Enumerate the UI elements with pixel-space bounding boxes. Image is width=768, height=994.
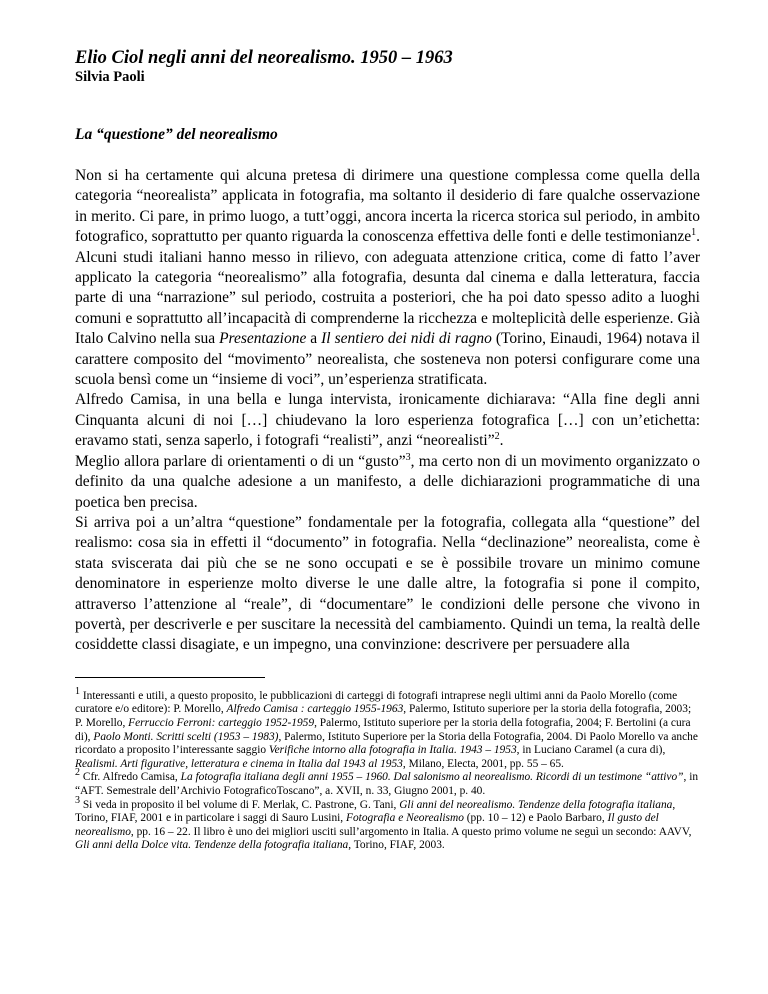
body-text xyxy=(75,166,700,656)
text-run: Si veda in proposito il bel volume di F. Merlak, C. Pastrone, G. Tani, xyxy=(80,798,400,811)
footnote-ref[interactable]: 2 xyxy=(494,431,500,443)
section-heading: La “questione” del neorealismo xyxy=(75,126,278,143)
text-run: , ma certo non di un movimento organizzato o definito da una qualche adesione a un manifesto, a delle dichiarazioni programmatiche di una poetica ben precisa. xyxy=(75,452,700,511)
text-run: , pp. 16 – 22. Il libro è uno dei migliori usciti sull’argomento in Italia. A questo primo volume ne seguì un secondo: AAVV, xyxy=(130,825,692,838)
document-author: Silvia Paoli xyxy=(75,69,145,85)
footnote xyxy=(75,767,700,798)
footnote-separator xyxy=(75,677,265,678)
paragraph xyxy=(75,166,700,390)
italic-text: Realismi. Arti figurative, letteratura e cinema in Italia dal 1943 al 1953 xyxy=(75,757,403,770)
text-run: , Torino, FIAF, 2003. xyxy=(348,839,445,852)
italic-text: Verifiche intorno alla fotografia in Italia. 1943 – 1953 xyxy=(268,744,517,757)
text-run: , Palermo, Istituto Superiore per la Storia della Fotografia, 2004. Di Paolo Morello va anche ricordato a proposito l’interessante saggio xyxy=(75,730,698,757)
text-run: , Palermo, Istituto superiore per la storia della fotografia, 2004; F. Bertolini (a cura di), xyxy=(75,716,691,743)
italic-text: Paolo Monti. Scritti scelti (1953 – 1983) xyxy=(93,730,279,743)
italic-text: Fotografia e Neorealismo xyxy=(346,812,464,825)
text-run: Interessanti e utili, a questo proposito, le pubblicazioni di carteggi di fotografi intraprese negli ultimi anni da Paolo Morello (come curatore e/o editore): P. Morello, xyxy=(75,689,678,716)
italic-text: Alfredo Camisa : carteggio 1955-1963 xyxy=(226,703,404,716)
text-run: Alfredo Camisa, in una bella e lunga intervista, ironicamente dichiarava: “Alla fine degli anni Cinquanta alcuni di noi […] chiudevano la loro esperienza fotografica […] con un’etichetta: eravamo stati, senza saperlo, i fotografi “realisti”, anzi “neorealisti” xyxy=(75,391,700,450)
text-run: , Torino, FIAF, 2001 e in particolare i saggi di Sauro Lusini, xyxy=(75,798,676,825)
paragraph: Si arriva poi a un’altra “questione” fondamentale per la fotografia, collegata alla “questione” del realismo: cosa sia in effetti il “documento” in fotografia. Nella “declinazione” neorealista, come è stata sviscerata dai più che se ne sono occupati e se è possibile trovare un minimo comune denominatore in esperienze molto diverse le une dalle altre, la fotografia si pone il compito, attraverso l’attenzione al “reale”, di “documentare” le condizioni delle persone che vivono in povertà, per descriverle e per suscitare la necessità del cambiamento. Quindi un tema, la realtà delle cosiddette classi disagiate, e un impegno, una convinzione: descrivere per persuadere alla xyxy=(75,513,700,654)
text-run: , Palermo, Istituto superiore per la storia della fotografia, 2003; P. Morello, xyxy=(75,703,692,729)
footnote xyxy=(75,685,700,772)
italic-text: Ferruccio Ferroni: carteggio 1952-1959 xyxy=(128,716,315,729)
text-run: Meglio allora parlare di orientamenti o di un “gusto” xyxy=(75,452,406,470)
italic-text: Presentazione xyxy=(219,330,307,348)
paragraph xyxy=(75,452,700,513)
italic-text: Il gusto del neorealismo xyxy=(75,812,659,838)
footnote-ref[interactable]: 1 xyxy=(691,227,697,239)
document-page xyxy=(75,48,700,853)
footnote-number: 3 xyxy=(75,794,80,806)
footnotes xyxy=(75,685,700,853)
text-run: Non si ha certamente qui alcuna pretesa di dirimere una questione complessa come quella della categoria “neorealista” applicata in fotografia, ma soltanto il desiderio di fare qualche osservazione in merito. Ci pare, in primo luogo, a tutt’oggi, ancora incerta la ricerca storica sul periodo, in ambito fotografico, soprattutto per quanto riguarda la conoscenza effettiva delle fonti e delle testimonianze xyxy=(75,167,700,246)
italic-text: Gli anni del neorealismo. Tendenze della fotografia italiana xyxy=(399,798,673,811)
text-run: , Milano, Electa, 2001, pp. 55 – 65. xyxy=(402,757,564,770)
text-run: (Torino, Einaudi, 1964) notava il carattere composito del “movimento” neorealista, che sosteneva non potersi configurare come una scuola bensì come un “insieme di voci”, un’esperienza stratificata. xyxy=(75,330,700,389)
footnote-number: 1 xyxy=(75,685,80,697)
text-run: (pp. 10 – 12) e Paolo Barbaro, xyxy=(463,812,608,825)
paragraph xyxy=(75,390,700,451)
document-title: Elio Ciol negli anni del neorealismo. 1950 – 1963 xyxy=(75,48,453,68)
italic-text: Gli anni della Dolce vita. Tendenze della fotografia italiana xyxy=(75,839,349,852)
footnote-ref[interactable]: 3 xyxy=(405,451,411,463)
text-run: , in “AFT. Semestrale dell’Archivio FotograficoToscano”, a. XVII, n. 33, Giugno 2001, p. 40. xyxy=(75,771,699,797)
footnote-number: 2 xyxy=(75,767,80,779)
italic-text: La fotografia italiana degli anni 1955 – 1960. Dal salonismo al neorealismo. Ricordi di un testimone “attivo” xyxy=(180,771,684,784)
italic-text: Il sentiero dei nidi di ragno xyxy=(321,330,492,348)
text-run: . xyxy=(499,432,504,450)
text-run: , in Luciano Caramel (a cura di), xyxy=(516,744,666,757)
footnote xyxy=(75,794,700,853)
text-run: Cfr. Alfredo Camisa, xyxy=(80,771,181,784)
text-run: a xyxy=(306,330,322,348)
text-run: . Alcuni studi italiani hanno messo in rilievo, con adeguata attenzione critica, come di fatto l’aver applicato la categoria “neorealismo” alla fotografia, desunta dal cinema e dalla letteratura, faccia parte di una “narrazione” sul periodo, costruita a posteriori, che ha poi dato spesso adito a luoghi comuni e soprattutto all’incapacità di comprenderne la ricchezza e molteplicità delle esperienze. Già Italo Calvino nella sua xyxy=(75,228,700,348)
